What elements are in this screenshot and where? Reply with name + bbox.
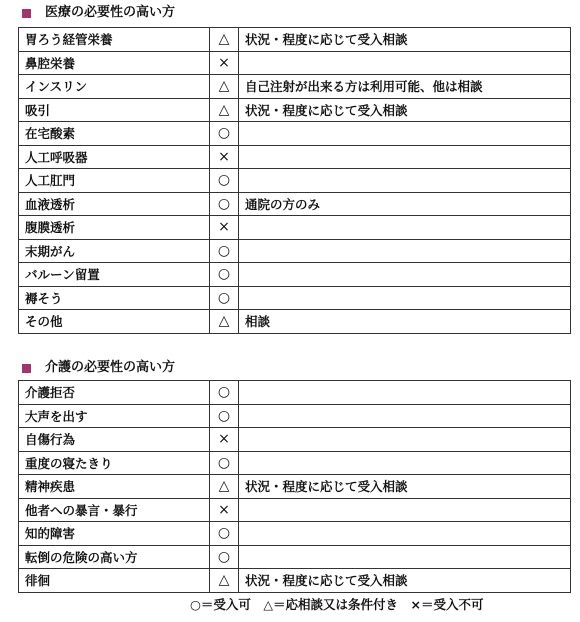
table-row xyxy=(19,28,571,52)
table-row xyxy=(19,51,571,75)
section-marker-icon xyxy=(22,364,31,373)
care-section-title xyxy=(22,359,175,377)
item-cell: 腹膜透析 xyxy=(19,216,210,240)
item-cell: 重度の寝たきり xyxy=(19,451,210,475)
item-cell: 知的障害 xyxy=(19,522,210,546)
status-mark: ○ xyxy=(210,192,239,216)
note-cell xyxy=(239,498,571,522)
note-cell xyxy=(239,286,571,310)
table-row xyxy=(19,569,571,593)
table-row xyxy=(19,286,571,310)
status-mark: × xyxy=(210,145,239,169)
status-mark: × xyxy=(210,428,239,452)
table-row xyxy=(19,239,571,263)
table-row xyxy=(19,192,571,216)
table-row xyxy=(19,428,571,452)
status-mark: × xyxy=(210,498,239,522)
item-cell: 人工肛門 xyxy=(19,169,210,193)
status-mark: ○ xyxy=(210,522,239,546)
item-cell: 自傷行為 xyxy=(19,428,210,452)
table-row xyxy=(19,545,571,569)
item-cell: 褥そう xyxy=(19,286,210,310)
note-cell xyxy=(239,216,571,240)
note-cell xyxy=(239,428,571,452)
care-title-text: 介護の必要性の高い方 xyxy=(45,360,176,375)
note-cell: 状況・程度に応じて受入相談 xyxy=(239,569,571,593)
status-mark: ○ xyxy=(210,545,239,569)
note-cell xyxy=(239,145,571,169)
medical-section-title xyxy=(22,4,175,22)
note-cell xyxy=(239,263,571,287)
note-cell xyxy=(239,545,571,569)
table-row xyxy=(19,381,571,405)
table-row xyxy=(19,522,571,546)
item-cell: 胃ろう経管栄養 xyxy=(19,28,210,52)
status-mark: × xyxy=(210,216,239,240)
status-mark: × xyxy=(210,51,239,75)
note-cell xyxy=(239,522,571,546)
item-cell: 末期がん xyxy=(19,239,210,263)
item-cell: インスリン xyxy=(19,75,210,99)
item-cell: 血液透析 xyxy=(19,192,210,216)
note-cell xyxy=(239,381,571,405)
table-row xyxy=(19,216,571,240)
note-cell xyxy=(239,451,571,475)
table-row xyxy=(19,122,571,146)
note-cell: 状況・程度に応じて受入相談 xyxy=(239,98,571,122)
medical-needs-table xyxy=(18,27,571,334)
care-needs-table xyxy=(18,380,571,593)
status-mark: △ xyxy=(210,310,239,334)
note-cell xyxy=(239,169,571,193)
status-mark: ○ xyxy=(210,263,239,287)
item-cell: 転倒の危険の高い方 xyxy=(19,545,210,569)
table-row xyxy=(19,498,571,522)
status-mark: △ xyxy=(210,75,239,99)
table-row xyxy=(19,75,571,99)
note-cell xyxy=(239,404,571,428)
note-cell: 通院の方のみ xyxy=(239,192,571,216)
status-mark: ○ xyxy=(210,239,239,263)
status-mark: △ xyxy=(210,569,239,593)
status-mark: △ xyxy=(210,98,239,122)
status-mark: ○ xyxy=(210,169,239,193)
status-mark: ○ xyxy=(210,404,239,428)
section-marker-icon xyxy=(22,9,31,18)
status-mark: △ xyxy=(210,475,239,499)
item-cell: 鼻腔栄養 xyxy=(19,51,210,75)
item-cell: 精神疾患 xyxy=(19,475,210,499)
item-cell: 大声を出す xyxy=(19,404,210,428)
table-row xyxy=(19,451,571,475)
status-mark: ○ xyxy=(210,286,239,310)
status-mark: ○ xyxy=(210,451,239,475)
status-mark: △ xyxy=(210,28,239,52)
item-cell: 吸引 xyxy=(19,98,210,122)
medical-title-text: 医療の必要性の高い方 xyxy=(45,5,176,20)
item-cell: 介護拒否 xyxy=(19,381,210,405)
table-row xyxy=(19,98,571,122)
table-row xyxy=(19,263,571,287)
table-row xyxy=(19,169,571,193)
item-cell: バルーン留置 xyxy=(19,263,210,287)
note-cell: 状況・程度に応じて受入相談 xyxy=(239,475,571,499)
note-cell xyxy=(239,122,571,146)
note-cell xyxy=(239,239,571,263)
note-cell: 自己注射が出来る方は利用可能、他は相談 xyxy=(239,75,571,99)
item-cell: 人工呼吸器 xyxy=(19,145,210,169)
note-cell: 相談 xyxy=(239,310,571,334)
item-cell: 在宅酸素 xyxy=(19,122,210,146)
table-row xyxy=(19,475,571,499)
note-cell: 状況・程度に応じて受入相談 xyxy=(239,28,571,52)
status-mark: ○ xyxy=(210,122,239,146)
note-cell xyxy=(239,51,571,75)
legend: ○＝受入可 △＝応相談又は条件付き ×＝受入不可 xyxy=(190,597,484,612)
table-row xyxy=(19,145,571,169)
item-cell: 他者への暴言・暴行 xyxy=(19,498,210,522)
item-cell: その他 xyxy=(19,310,210,334)
table-row xyxy=(19,310,571,334)
status-mark: ○ xyxy=(210,381,239,405)
item-cell: 徘徊 xyxy=(19,569,210,593)
table-row xyxy=(19,404,571,428)
